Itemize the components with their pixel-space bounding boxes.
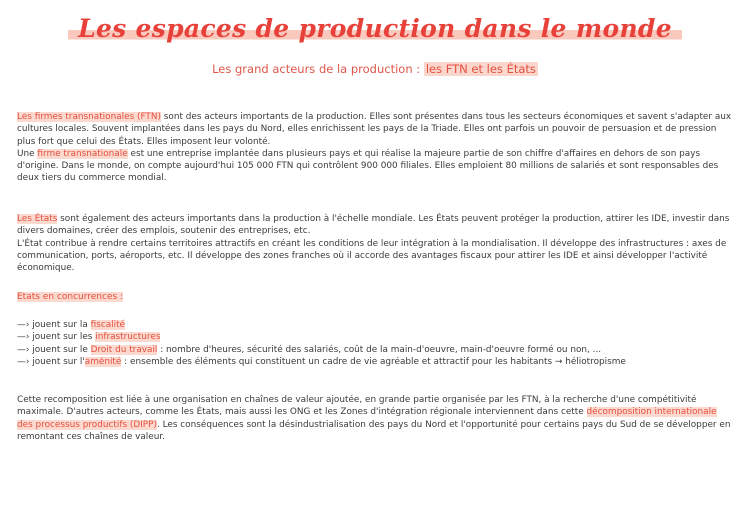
list-item-term: Droit du travail: [90, 344, 158, 355]
list-item-term: aménité: [84, 356, 122, 367]
concurrence-heading: [17, 291, 123, 303]
etats-text-2: L'État contribue à rendre certains territoires attractifs en créant les conditions de leur intégration à la mondialisation. Il développe des infrastructures : axes de communication, ports, aéroports, etc. Il développe des zones franches où il accorde des avantages fiscaux pour attirer les IDE et ainsi développer l'activité économique.: [17, 238, 727, 274]
paragraph-recomposition: [17, 394, 735, 443]
subtitle: [0, 62, 750, 76]
list-item-prefix: —› jouent sur le: [17, 344, 91, 355]
etats-text-1: sont également des acteurs importants dans la production à l'échelle mondiale. Les États peuvent protéger la production, attirer les IDE, investir dans divers domaines, créer des emplois, soutenir des entreprises, etc.: [17, 214, 730, 237]
list-item-term: fiscalité: [90, 320, 126, 330]
term-etats: Les États: [17, 214, 58, 224]
list-item-prefix: —› jouent sur les: [17, 332, 96, 343]
list-item-term: infrastructures: [95, 332, 161, 343]
recomposition-text-2: . Les conséquences sont la désindustrialisation des pays du Nord et l'opportunité pour certains pays du Sud de se développer en remontant ces chaînes de valeur.: [17, 419, 731, 442]
list-item: [17, 344, 735, 356]
ftn-text-3: est une entreprise implantée dans plusieurs pays et qui réalise la majeure partie de son chiffre d'affaires en dehors de son pays d'origine. Dans le monde, on compte aujourd'hui 105 000 FTN qui contrôlent 900 000 filiales. Elles emploient 80 millions de salariés et sont responsables des deux tiers du commerce mondial.: [17, 148, 719, 184]
ftn-text-2: Une: [17, 148, 38, 159]
ftn-text-1: sont des acteurs importants de la production. Elles sont présentes dans tous les secteurs économiques et savent s'adapter aux cultures locales. Souvent implantées dans les pays du Nord, elles enrichissent les pays de la Triade. Elles ont parfois un pouvoir de persuasion et de pression plus fort que celui des États. Elles imposent leur volonté.: [17, 112, 732, 147]
term-ftn: Les firmes transnationales (FTN): [17, 112, 161, 122]
title-container: [0, 14, 750, 43]
list-item-prefix: —› jouent sur l': [17, 356, 85, 367]
term-dipp: décomposition internationale des processus productifs (DIPP): [17, 407, 717, 430]
recomposition-text-1: Cette recomposition est liée à une organisation en chaînes de valeur ajoutée, en grande partie organisée par les FTN, à la recherche d'une compétitivité maximale. D'autres acteurs, comme les États, mais aussi les ONG et les Zones d'intégration régionale interviennent dans cette: [17, 395, 697, 418]
paragraph-etats: [17, 213, 735, 274]
page-title: Les espaces de production dans le monde: [68, 14, 682, 43]
list-item-suffix: : ensemble des éléments qui constituent un cadre de vie agréable et attractif pour les habitants → héliotropisme: [121, 356, 626, 367]
subtitle-highlight: les FTN et les États: [425, 62, 536, 76]
list-item-prefix: —› jouent sur la: [17, 320, 91, 330]
subtitle-prefix: Les grand acteurs de la production :: [212, 62, 424, 76]
term-firme-transnationale: firme transnationale: [37, 148, 128, 159]
concurrence-heading-text: Etats en concurrences :: [17, 292, 124, 302]
paragraph-ftn: [17, 111, 735, 185]
concurrence-list: [17, 319, 735, 368]
list-item: [17, 356, 735, 368]
list-item: [17, 331, 735, 343]
list-item: [17, 319, 735, 331]
list-item-suffix: : nombre d'heures, sécurité des salariés, coût de la main-d'oeuvre, main-d'oeuvre formé ou non, ...: [157, 344, 602, 355]
